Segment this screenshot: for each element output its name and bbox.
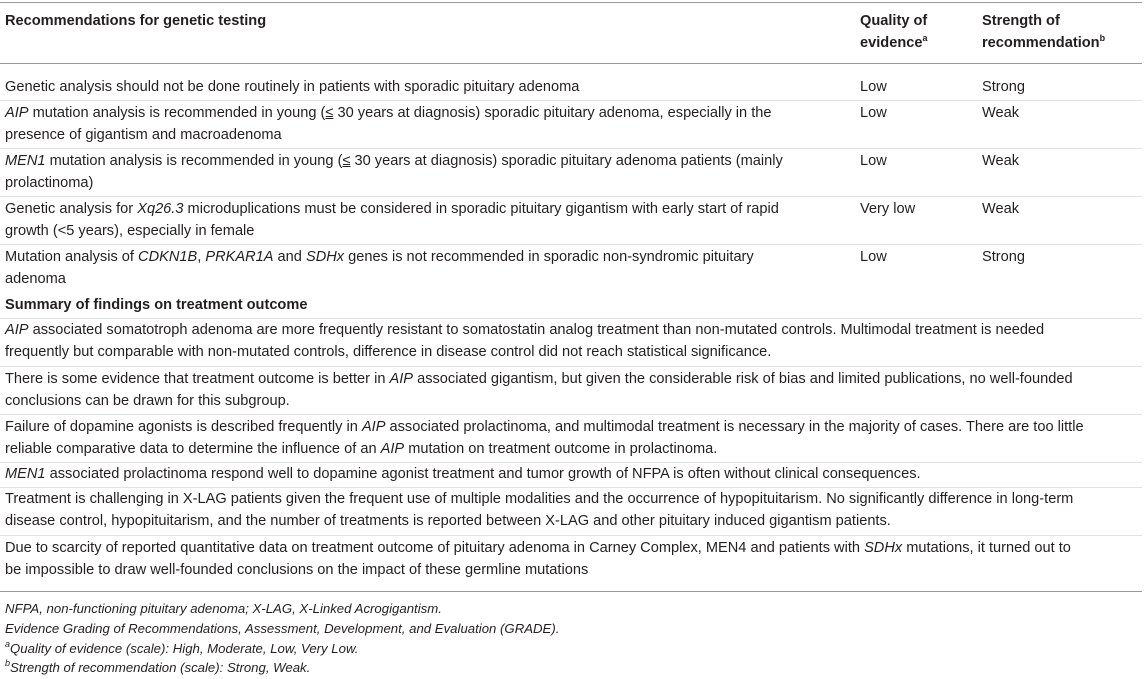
recommendation-text: MEN1 mutation analysis is recommended in young (≤ 30 years at diagnosis) sporadic pituitary adenoma patients (mainly prolactinoma) [5, 153, 783, 191]
quality-cell: Low [860, 153, 887, 169]
strength-cell: Strong [982, 79, 1025, 95]
summary-item: Treatment is challenging in X-LAG patients given the frequent use of multiple modalities and the occurrence of hypopituitarism. No significantly difference in long-term disease control, hypopituitarism, and the number of treatments is reported between X-LAG and other pituitary induced gigantism patients. [5, 491, 1074, 529]
footnote-grade: Evidence Grading of Recommendations, Assessment, Development, and Evaluation (GRADE). [5, 621, 560, 636]
recommendation-text: Genetic analysis should not be done routinely in patients with sporadic pituitary adenoma [5, 79, 580, 95]
footnote-b: $^b$Strength of recommendation (scale): Strong, Weak. [5, 658, 311, 675]
quality-cell: Low [860, 105, 887, 121]
strength-cell: Weak [982, 153, 1020, 169]
header-rule [0, 63, 1142, 64]
quality-cell: Very low [860, 201, 916, 217]
quality-cell: Low [860, 249, 887, 265]
footnote-abbreviations: NFPA, non-functioning pituitary adenoma; X-LAG, X-Linked Acrogigantism. [5, 601, 442, 616]
header-quality: Quality of evidence$^a$ [860, 13, 928, 51]
strength-cell: Weak [982, 105, 1020, 121]
summary-item: There is some evidence that treatment outcome is better in AIP associated gigantism, but given the considerable risk of bias and limited publications, no well-founded conclusions can be drawn for this subgroup. [5, 371, 1073, 409]
quality-cell: Low [860, 79, 887, 95]
bottom-rule [0, 591, 1142, 592]
recommendation-text: AIP mutation analysis is recommended in young (≤ 30 years at diagnosis) sporadic pituitary adenoma, especially in the presence of gigantism and macroadenoma [5, 105, 772, 143]
top-rule [0, 2, 1142, 3]
strength-cell: Strong [982, 249, 1025, 265]
header-strength: Strength of recommendation$^b$ [982, 13, 1106, 51]
summary-item: Due to scarcity of reported quantitative data on treatment outcome of pituitary adenoma in Carney Complex, MEN4 and patients with SDHx mutations, it turned out to be impossible to draw well-founded conclusions on the impact of these germline mutations [5, 540, 1071, 578]
footnote-a: $^a$Quality of evidence (scale): High, Moderate, Low, Very Low. [5, 639, 359, 656]
summary-item: Failure of dopamine agonists is described frequently in AIP associated prolactinoma, and multimodal treatment is necessary in the majority of cases. There are too little reliable comparative data to determine the influence of an AIP mutation on treatment outcome in prolactinoma. [5, 419, 1084, 457]
header-recommendations: Recommendations for genetic testing [5, 13, 267, 29]
strength-cell: Weak [982, 201, 1020, 217]
summary-title: Summary of findings on treatment outcome [5, 297, 308, 313]
summary-item: MEN1 associated prolactinoma respond well to dopamine agonist treatment and tumor growth of NFPA is often without clinical consequences. [5, 466, 921, 482]
summary-item: AIP associated somatotroph adenoma are more frequently resistant to somatostatin analog treatment than non-mutated controls. Multimodal treatment is needed frequently but comparable with non-mutated controls, difference in disease control did not reach statistical significance. [5, 322, 1045, 360]
recommendation-text: Genetic analysis for Xq26.3 microduplications must be considered in sporadic pituitary gigantism with early start of rapid growth (<5 years), especially in female [5, 201, 779, 239]
recommendation-text: Mutation analysis of CDKN1B, PRKAR1A and SDHx genes is not recommended in sporadic non-syndromic pituitary adenoma [5, 249, 754, 287]
